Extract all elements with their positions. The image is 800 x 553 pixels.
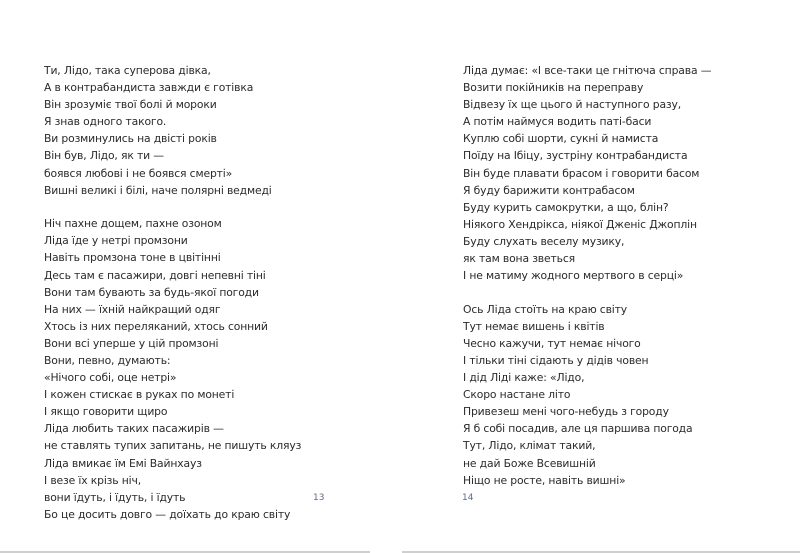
- poem-line: Ти, Лідо, така суперова дівка,: [44, 64, 211, 77]
- poem-text: [463, 62, 711, 489]
- stanza: [44, 215, 301, 523]
- poem-line: Чесно кажучи, тут немає нічого: [463, 336, 641, 350]
- poem-line: Буду курить самокрутки, а що, блін?: [463, 200, 669, 214]
- poem-line: Він буде плавати брасом і говорити басом: [463, 166, 700, 180]
- poem-line: Привезеш мені чого-небудь з городу: [463, 405, 669, 419]
- poem-line: Ніщо не росте, навіть вишні»: [463, 473, 626, 487]
- poem-line: Ніч пахне дощем, пахне озоном: [44, 217, 222, 231]
- poem-line: Ось Ліда стоїть на краю світу: [463, 302, 628, 316]
- page-number: 14: [462, 493, 474, 503]
- poem-line: Ліда вмикає їм Емі Вайнхауз: [44, 456, 202, 470]
- poem-line: На них — їхній найкращий одяг: [44, 302, 221, 316]
- poem-line: А потім наймуся водить паті-баси: [463, 115, 652, 129]
- poem-line: Скоро настане літо: [463, 388, 571, 402]
- left-page: [0, 0, 370, 553]
- poem-line: Тут, Лідо, клімат такий,: [463, 439, 596, 453]
- stanza: [44, 62, 301, 199]
- poem-line: Я буду барижити контрабасом: [463, 183, 635, 197]
- poem-line: Він був, Лідо, як ти —: [44, 149, 164, 163]
- poem-line: І везе їх крізь ніч,: [44, 473, 142, 487]
- poem-line: Він зрозуміє твої болі й мороки: [44, 98, 217, 112]
- poem-line: Десь там є пасажири, довгі непевні тіні: [44, 268, 266, 282]
- stanza: [463, 301, 711, 489]
- right-page: [400, 0, 800, 553]
- poem-line: І дід Ліді каже: «Лідо,: [463, 371, 585, 385]
- poem-line: Ліда їде у нетрі промзони: [44, 234, 188, 248]
- poem-line: Вони, певно, думають:: [44, 354, 171, 367]
- poem-line: Ніякого Хендрікса, ніякої Дженіс Джоплін: [463, 217, 697, 231]
- poem-line: Возити покійників на переправу: [463, 81, 644, 95]
- poem-line: Тут немає вишень і квітів: [463, 319, 605, 333]
- poem-text: [44, 62, 301, 523]
- poem-line: Буду слухать веселу музику,: [463, 234, 625, 248]
- poem-line: А в контрабандиста завжди є готівка: [44, 81, 254, 95]
- poem-line: І не матиму жодного мертвого в серці»: [463, 269, 684, 283]
- poem-line: Бо це досить довго — доїхать до краю світу: [44, 507, 291, 521]
- poem-line: Хтось із них переляканий, хтось сонний: [44, 319, 268, 333]
- poem-line: Відвезу їх ще цього й наступного разу,: [463, 98, 682, 112]
- poem-line: І кожен стискає в руках по монеті: [44, 388, 235, 402]
- poem-line: І тільки тіні сідають у дідів човен: [463, 354, 649, 367]
- poem-line: І якщо говорити щиро: [44, 405, 168, 419]
- poem-line: Ліда любить таких пасажирів —: [44, 422, 224, 436]
- poem-line: Я б собі посадив, але ця паршива погода: [463, 422, 693, 436]
- poem-line: Навіть промзона тоне в цвітінні: [44, 251, 221, 265]
- poem-line: Поїду на Ібіцу, зустріну контрабандиста: [463, 149, 688, 163]
- poem-line: Ліда думає: «І все-таки це гнітюча справа —: [463, 64, 712, 77]
- poem-line: вони їдуть, і їдуть, і їдуть: [44, 490, 186, 504]
- poem-line: Куплю собі шорти, сукні й намиста: [463, 132, 659, 146]
- poem-line: Я знав одного такого.: [44, 115, 167, 129]
- poem-line: не дай Боже Всевишній: [463, 456, 596, 470]
- poem-line: «Нічого собі, оце нетрі»: [44, 371, 177, 385]
- poem-line: як там вона зветься: [463, 252, 575, 266]
- stanza: [463, 62, 711, 284]
- page-number: 13: [313, 493, 325, 503]
- poem-line: Вони там бувають за будь-якої погоди: [44, 285, 259, 299]
- poem-line: Ви розминулись на двісті років: [44, 132, 217, 146]
- poem-line: Вишні великі і білі, наче полярні ведмеді: [44, 183, 272, 197]
- poem-line: боявся любові і не боявся смерті»: [44, 166, 233, 180]
- poem-line: Вони всі уперше у цій промзоні: [44, 336, 219, 350]
- poem-line: не ставлять тупих запитань, не пишуть кляуз: [44, 439, 302, 453]
